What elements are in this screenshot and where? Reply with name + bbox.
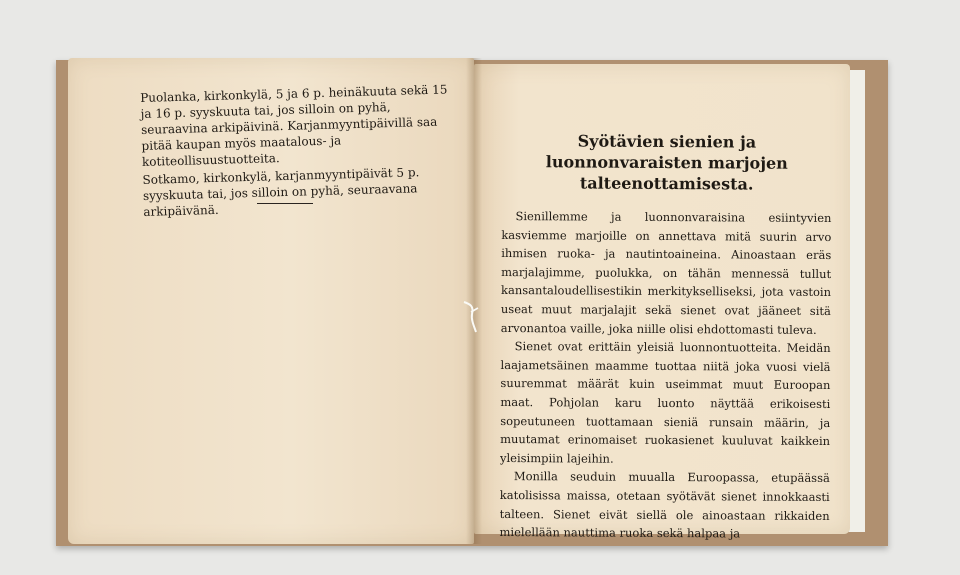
left-paragraph: Puolanka, kirkonkylä, 5 ja 6 p. heinäkuuta sekä 15 ja 16 p. syyskuuta tai, jos silloin on pyhä, seuraavina arkipäivinä. Karjanmyyntipäivillä saa pitää kaupan myös maatalous- ja kotiteollisuustuotteita. <box>140 82 448 169</box>
section-divider <box>257 203 313 204</box>
left-page-text <box>140 81 458 222</box>
body-paragraph: Sienillemme ja luonnonvaraisina esiintyvien kasviemme marjoille on annettava mitä suurin arvo ihmisen ruoka- ja nautintoaineina. Ainoastaan eräs marjalajimme, puolukka, on tähän mennessä tullut kansantaloudellisestikin merkitykselliseksi, jota vastoin useat muut marjalajit sekä sienet ovat jääneet sitä arvonantoa vaille, joka niille olisi ehdottomasti tuleva. <box>500 209 832 337</box>
binding-thread-icon <box>462 296 480 336</box>
left-paragraph: Sotkamo, kirkonkylä, karjanmyyntipäivät 5 p. syyskuuta tai, jos silloin on pyhä, seuraavana arkipäivänä. <box>142 165 420 219</box>
right-page-text <box>499 130 832 544</box>
body-paragraph: Sienet ovat erittäin yleisiä luonnontuotteita. Meidän laajametsäinen maamme tuottaa niitä joka vuosi vielä suuremmat määrät kuin useimmat muut Euroopan maat. Pohjolan karu luonto näyttää erikoisesti sopeutuneen tuottamaan sieniä runsain määrin, ja muutamat erinomaiset ruokasienet kuuluvat kaikkein yleisimpiin lajeihin. <box>499 339 831 466</box>
page-edges <box>848 70 865 532</box>
article-body <box>499 207 831 544</box>
section-heading: Syötävien sienien ja luonnonvaraisten marjojen talteenottamisesta. <box>545 131 788 194</box>
body-paragraph: Monilla seuduin muualla Euroopassa, etupäässä katolisissa maissa, otetaan syötävät sienet innokkaasti talteen. Sienet eivät siellä ole ainoastaan rikkaiden mielellään nauttima ruoka sekä halpaa ja <box>499 469 830 541</box>
